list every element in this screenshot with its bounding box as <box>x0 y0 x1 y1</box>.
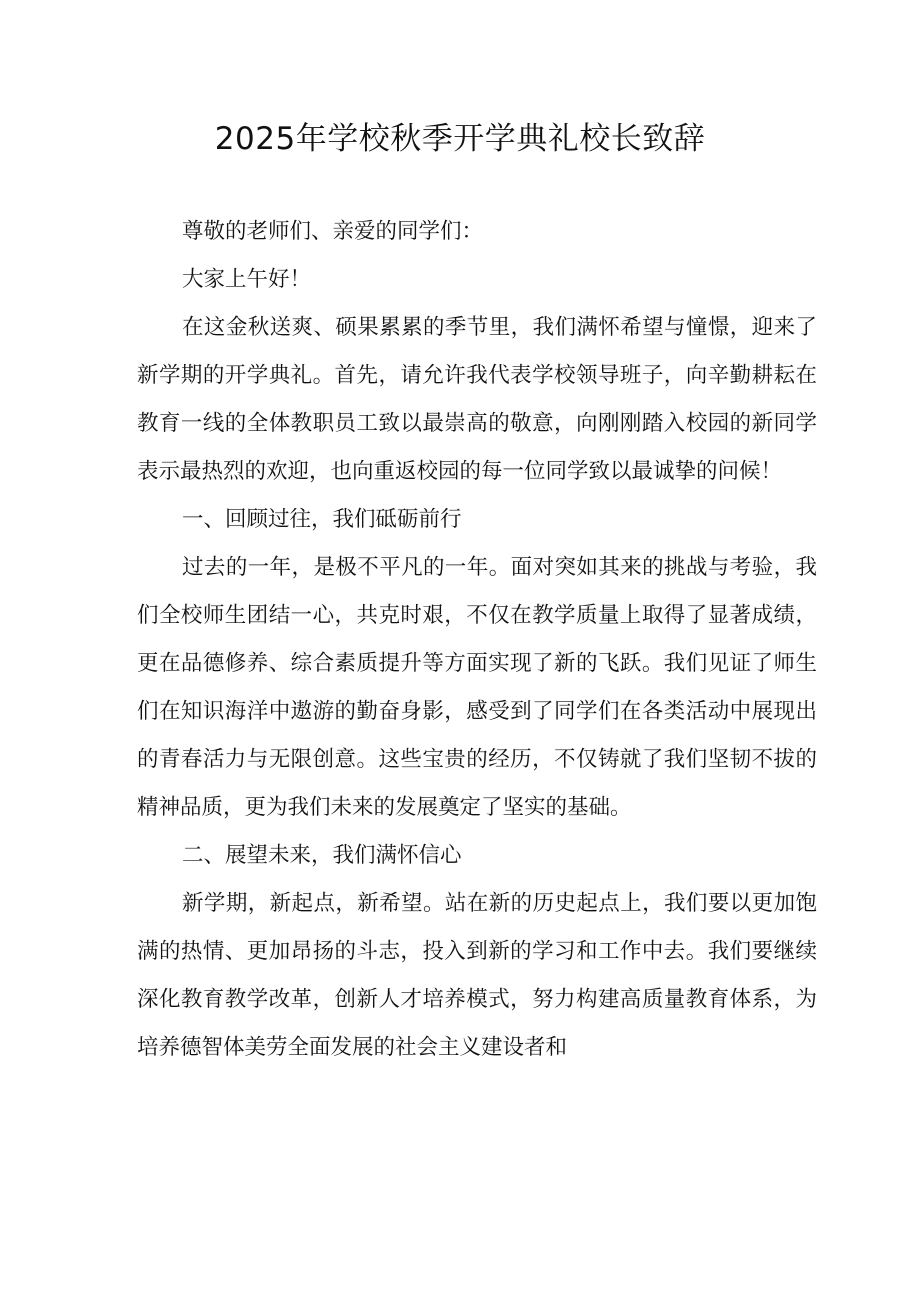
paragraph-opening: 在这金秋送爽、硕果累累的季节里，我们满怀希望与憧憬，迎来了新学期的开学典礼。首先，请允许我代表学校领导班子，向辛勤耕耘在教育一线的全体教职员工致以最崇高的敬意，向刚刚踏入校园的新同学表示最热烈的欢迎，也向重返校园的每一位同学致以最诚挚的问候！ <box>137 315 817 484</box>
document-body <box>137 208 817 1072</box>
section-heading-one: 一、回顾过往，我们砥砺前行 <box>182 507 462 532</box>
paragraph-review: 过去的一年，是极不平凡的一年。面对突如其来的挑战与考验，我们全校师生团结一心，共克时艰，不仅在教学质量上取得了显著成绩，更在品德修养、综合素质提升等方面实现了新的飞跃。我们见证了师生们在知识海洋中遨游的勤奋身影，感受到了同学们在各类活动中展现出的青春活力与无限创意。这些宝贵的经历，不仅铸就了我们坚韧不拔的精神品质，更为我们未来的发展奠定了坚实的基础。 <box>137 555 817 820</box>
section-heading-two: 二、展望未来，我们满怀信心 <box>182 843 462 868</box>
greeting: 大家上午好！ <box>182 267 312 292</box>
document-title: 2025年学校秋季开学典礼校长致辞 <box>214 121 706 157</box>
salutation: 尊敬的老师们、亲爱的同学们： <box>182 219 484 244</box>
paragraph-outlook: 新学期，新起点，新希望。站在新的历史起点上，我们要以更加饱满的热情、更加昂扬的斗志，投入到新的学习和工作中去。我们要继续深化教育教学改革，创新人才培养模式，努力构建高质量教育体系，为培养德智体美劳全面发展的社会主义建设者和 <box>137 891 817 1060</box>
